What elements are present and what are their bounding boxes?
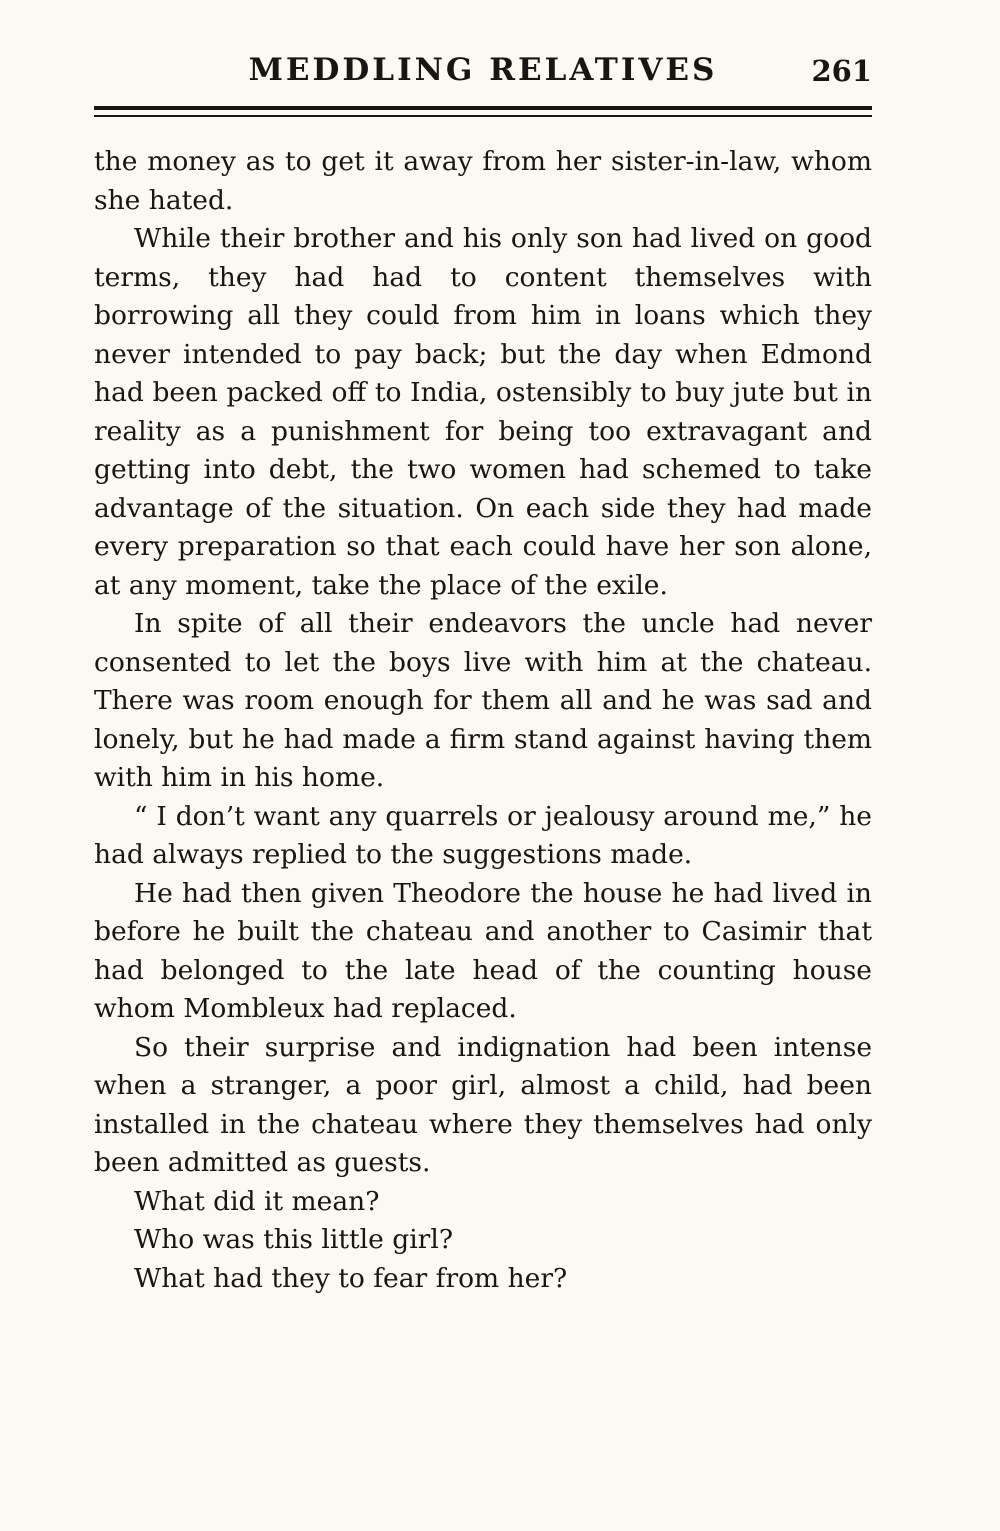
header-rule [94, 106, 872, 117]
paragraph: So their surprise and indignation had been intense when a stranger, a poor girl, almost a child, had been installed in the chateau where they themselves had only been admitted as guests. [94, 1031, 872, 1178]
paragraph: Who was this little girl? [134, 1224, 454, 1255]
paragraph: He had then given Theodore the house he had lived in before he built the chateau and another to Casimir that had belonged to the late head of the counting house whom Mombleux had replaced. [94, 877, 872, 1024]
page-number: 261 [811, 54, 872, 88]
page-header [94, 52, 872, 96]
paragraph: What did it mean? [134, 1185, 380, 1217]
running-title: MEDDLING RELATIVES [248, 52, 718, 88]
paragraph: While their brother and his only son had lived on good terms, they had had to content themselves with borrowing all they could from him in loans which they never intended to pay back; but the day when Edmond had been packed off to India, ostensibly to buy jute but in reality as a punishment for being too extravagant and getting into debt, the two women had schemed to take advantage of the situation. On each side they had made every preparation so that each could have her son alone, at any moment, take the place of the exile. [94, 223, 872, 601]
page-body [94, 117, 872, 1298]
paragraph: “ I don’t want any quarrels or jealousy around me,” he had always replied to the suggestions made. [94, 800, 872, 870]
paragraph: the money as to get it away from her sister-in-law, whom she hated. [94, 146, 872, 216]
paragraph: In spite of all their endeavors the uncle had never consented to let the boys live with him at the chateau. There was room enough for them all and he was sad and lonely, but he had made a firm stand against having them with him in his home. [94, 608, 872, 793]
paragraph: What had they to fear from her? [134, 1262, 568, 1294]
